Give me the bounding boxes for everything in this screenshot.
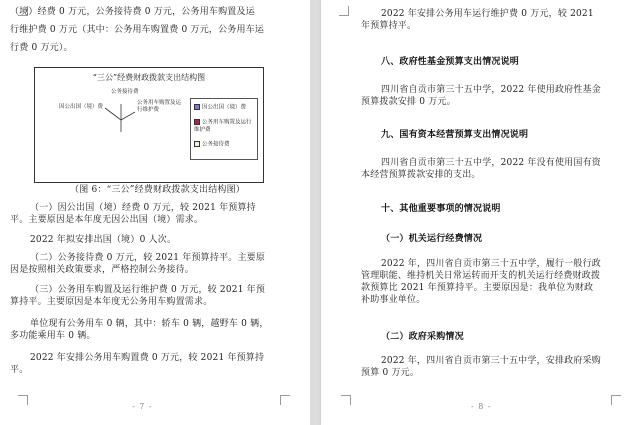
chart-title: “三公”经费财政拨款支出结构图 bbox=[92, 73, 206, 82]
page-number: - 8 - bbox=[471, 402, 492, 411]
pie-label-hospitality: 公务接待费 bbox=[111, 89, 139, 95]
crop-mark-bottom-left bbox=[341, 395, 351, 405]
pie-label-abroad: 因公出国（境）费 bbox=[59, 104, 104, 110]
crop-mark-bottom-right bbox=[280, 395, 290, 405]
paragraph: 2022 年，四川省自贡市第三十五中学，履行一般行政管理职能、维持机关日常运转而开支的机关运行经费财政拨款预算比 2021 年预算持平。主要原因是：我单位为财政补助事业单位。 bbox=[361, 259, 601, 305]
text-line: 行维护费 0 万元（其中：公务用车购置费 0 万元，公务用车运 bbox=[10, 25, 265, 35]
paragraph: 四川省自贡市第三十五中学，2022 年没有使用国有资本经营预算拨款安排的支出。 bbox=[361, 158, 601, 180]
page-gutter bbox=[310, 0, 321, 425]
legend-item-hospitality: 公务接待费 bbox=[194, 141, 230, 149]
text-line: 行费 0 万元）。 bbox=[10, 43, 73, 53]
paragraph: 2022 年，四川省自贡市第三十五中学，安排政府采购预算 0 万元。 bbox=[361, 356, 601, 378]
section-heading-8: 八、政府性基金预算支出情况说明 bbox=[381, 57, 520, 67]
paragraph: （三）公务用车购置及运行维护费 0 万元，较 2021 年预算持平。主要原因是本年度无公务用车购置需求。 bbox=[10, 285, 266, 307]
paragraph: 单位现有公务用车 0 辆，其中：轿车 0 辆，越野车 0 辆，多功能乘用车 0 辆。 bbox=[10, 319, 269, 341]
crop-mark-bottom-right bbox=[611, 395, 621, 405]
paragraph: 四川省自贡市第三十五中学，2022 年使用政府性基金预算拨款安排 0 万元。 bbox=[361, 85, 601, 107]
paragraph: （一）因公出国（境）经费 0 万元，较 2021 年预算持平。主要原因是本年度无因公出国（境）需求。 bbox=[10, 203, 256, 225]
pie-chart-figure bbox=[34, 67, 264, 183]
document-page-7 bbox=[0, 0, 310, 425]
legend-item-abroad: 因公出国（境）费 bbox=[194, 104, 246, 112]
chart-legend bbox=[190, 98, 258, 160]
subsection-heading: （二）政府采购情况 bbox=[381, 332, 464, 342]
figure-caption: （图 6：“三公”经费财政拨款支出结构图） bbox=[70, 185, 245, 195]
subsection-heading: （一）机关运行经费情况 bbox=[381, 234, 483, 244]
pie-label-vehicle: 公务用车购置及运 行维护费 bbox=[137, 100, 182, 113]
paragraph: （二）公务接待费 0 万元，较 2021 年预算持平。主要原因是按照相关政策要求，严格控制公务接待。 bbox=[10, 253, 266, 275]
section-heading-9: 九、国有资本经营预算支出情况说明 bbox=[381, 130, 529, 140]
text-line: （境）经费 0 万元，公务接待费 0 万元，公务用车购置及运 bbox=[10, 7, 255, 17]
paragraph: 2022 年安排公务用车运行维护费 0 万元，较 2021 年预算持平。 bbox=[361, 9, 594, 31]
paragraph: 2022 年拟安排出国（境）0 人次。 bbox=[30, 235, 177, 245]
legend-item-vehicle: 公务用车购置及运行维护费 bbox=[194, 119, 252, 133]
document-page-8 bbox=[321, 0, 640, 425]
crop-mark-top-left bbox=[339, 6, 349, 16]
crop-mark-bottom-left bbox=[18, 395, 28, 405]
legend-swatch bbox=[194, 141, 200, 147]
section-heading-10: 十、其他重要事项的情况说明 bbox=[381, 204, 501, 214]
legend-swatch bbox=[194, 119, 200, 125]
paragraph: 2022 年安排公务用车购置费 0 万元，较 2021 年预算持平。 bbox=[10, 353, 265, 375]
page-number: - 7 - bbox=[132, 402, 153, 411]
legend-swatch bbox=[194, 104, 200, 110]
